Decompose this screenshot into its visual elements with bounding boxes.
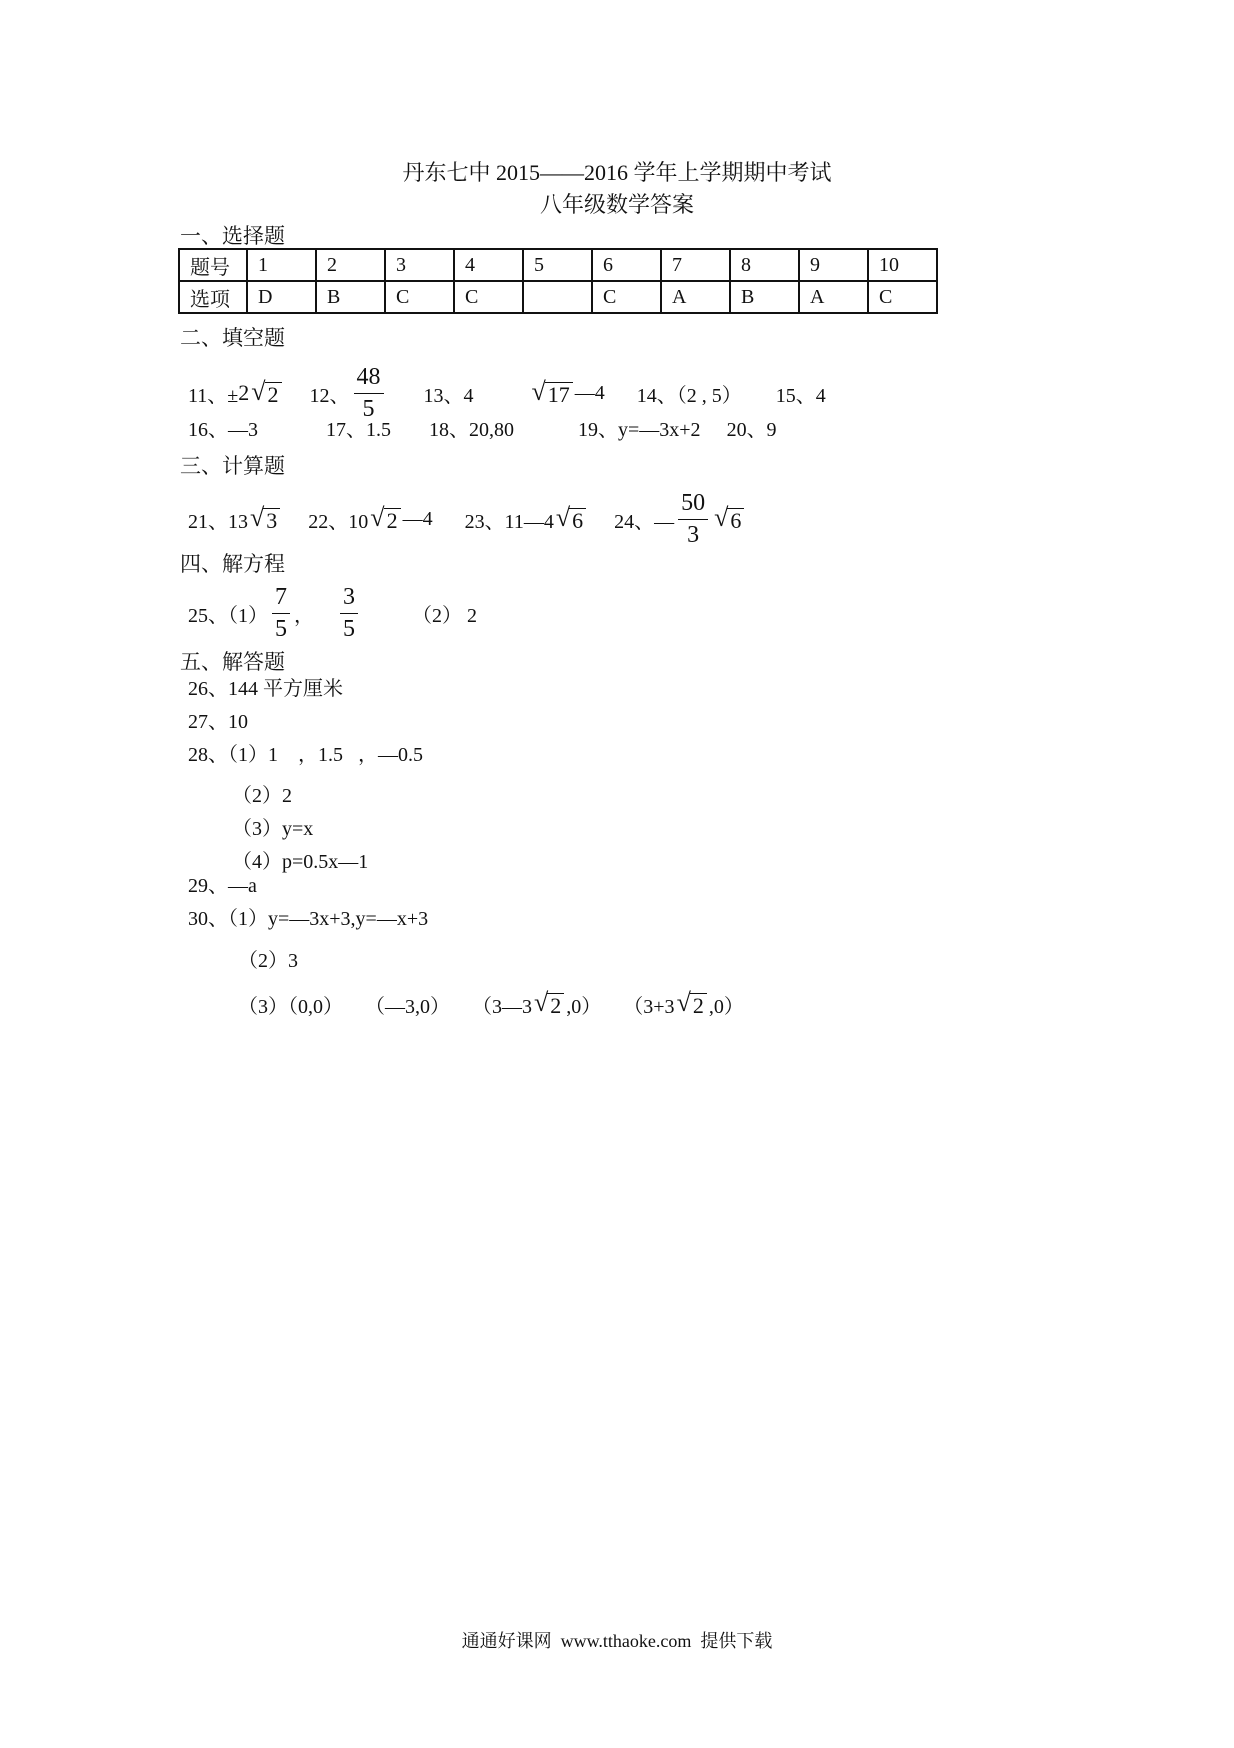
fraction-denominator: 5 bbox=[362, 395, 375, 422]
q30-c-radicand: 2 bbox=[547, 993, 564, 1018]
table-cell: 6 bbox=[592, 249, 661, 281]
equation-line bbox=[188, 576, 477, 650]
table-cell: A bbox=[799, 281, 868, 313]
row-label-number: 题号 bbox=[179, 249, 247, 281]
table-cell: D bbox=[247, 281, 316, 313]
table-row-numbers bbox=[179, 249, 937, 281]
section-calculation: 三、计算题 bbox=[180, 454, 285, 478]
q23-label: 23、11—4 bbox=[464, 510, 554, 533]
section-equations: 四、解方程 bbox=[180, 552, 285, 576]
sqrt-expression: √ 3 bbox=[250, 505, 280, 533]
sqrt-expression: √ 2 bbox=[370, 505, 400, 533]
table-cell: C bbox=[592, 281, 661, 313]
q11-label: 11、± bbox=[188, 384, 239, 407]
sqrt-expression: √ 6 bbox=[714, 505, 744, 533]
q15-answer: 15、4 bbox=[775, 384, 826, 407]
q30-part1: 30、（1）y=—3x+3,y=—x+3 bbox=[188, 907, 429, 930]
table-cell: 9 bbox=[799, 249, 868, 281]
fraction-numerator: 48 bbox=[354, 364, 384, 393]
q22-tail: —4 bbox=[402, 507, 433, 530]
exam-title: 丹东七中 2015——2016 学年上学期期中考试 bbox=[402, 160, 832, 185]
fraction-denominator: 5 bbox=[343, 615, 355, 642]
table-cell: C bbox=[454, 281, 523, 313]
fraction-numerator: 3 bbox=[340, 584, 358, 613]
q19-answer: 19、y=—3x+2 bbox=[578, 418, 701, 441]
table-cell: B bbox=[730, 281, 799, 313]
q30-point-d-pre: （3+3 bbox=[623, 995, 675, 1018]
section-solutions: 五、解答题 bbox=[180, 650, 285, 674]
table-cell: 10 bbox=[868, 249, 937, 281]
row-label-option: 选项 bbox=[179, 281, 247, 313]
section-choice: 一、选择题 bbox=[180, 224, 285, 248]
table-cell: 1 bbox=[247, 249, 316, 281]
q12-label: 12、 bbox=[309, 384, 350, 407]
q23-radicand: 6 bbox=[569, 508, 586, 533]
table-cell: 4 bbox=[454, 249, 523, 281]
table-cell: 2 bbox=[316, 249, 385, 281]
q25-comma: ， bbox=[294, 604, 314, 627]
table-cell: B bbox=[316, 281, 385, 313]
fraction-numerator: 50 bbox=[678, 490, 708, 519]
q22-radicand: 2 bbox=[384, 508, 401, 533]
q25-part2: （2） 2 bbox=[412, 604, 477, 627]
q30-point-a: （3）（0,0） bbox=[238, 995, 343, 1018]
q30-point-d-post: ,0） bbox=[708, 995, 744, 1018]
q30-part3 bbox=[238, 980, 744, 1028]
choice-answer-table bbox=[178, 248, 938, 314]
q22-label: 22、10 bbox=[308, 510, 369, 533]
table-cell: C bbox=[385, 281, 454, 313]
q29-answer: 29、—a bbox=[188, 874, 257, 897]
table-cell: 5 bbox=[523, 249, 592, 281]
q25-fraction-2 bbox=[340, 584, 358, 642]
q26-answer: 26、144 平方厘米 bbox=[188, 677, 343, 700]
q27-answer: 27、10 bbox=[188, 710, 248, 733]
table-row-answers bbox=[179, 281, 937, 313]
table-cell: C bbox=[868, 281, 937, 313]
q17-answer: 17、1.5 bbox=[326, 418, 391, 441]
calc-line bbox=[188, 484, 746, 554]
q30-point-c-post: ,0） bbox=[566, 995, 602, 1018]
q28-part4: （4）p=0.5x—1 bbox=[232, 851, 369, 873]
extra-radicand: 17 bbox=[545, 382, 573, 407]
fill-line-2 bbox=[188, 404, 777, 450]
q24-label: 24、— bbox=[614, 510, 675, 533]
q30-d-radicand: 2 bbox=[690, 993, 707, 1018]
sqrt-expression: √ 2 bbox=[534, 990, 564, 1018]
fraction-denominator: 3 bbox=[687, 521, 700, 548]
q28-part1: 28、（1）1 ，1.5 ，—0.5 bbox=[188, 743, 423, 766]
q20-answer: 20、9 bbox=[726, 418, 777, 441]
q30-part2: （2）3 bbox=[238, 950, 298, 972]
q14-answer: 14、（2 , 5） bbox=[636, 384, 742, 407]
table-cell: 8 bbox=[730, 249, 799, 281]
table-cell bbox=[523, 281, 592, 313]
q28-part3: （3）y=x bbox=[232, 818, 314, 840]
q11-radicand: 2 bbox=[265, 382, 282, 407]
q24-fraction bbox=[678, 490, 708, 548]
q11-coef: 2 bbox=[238, 380, 250, 405]
table-cell: 7 bbox=[661, 249, 730, 281]
fraction-denominator: 5 bbox=[275, 615, 287, 642]
sqrt-expression: √ 17 bbox=[532, 379, 573, 407]
q21-label: 21、13 bbox=[188, 510, 248, 533]
footer-source: 通通好课网 www.tthaoke.com 提供下载 bbox=[461, 1631, 773, 1651]
q30-point-b: （—3,0） bbox=[365, 995, 450, 1018]
q30-point-c-pre: （3—3 bbox=[472, 995, 532, 1018]
sqrt-expression: √ 2 bbox=[677, 990, 707, 1018]
q25-label: 25、（1） bbox=[188, 604, 268, 627]
q13-answer: 13、4 bbox=[423, 384, 474, 407]
q25-fraction-1 bbox=[272, 584, 290, 642]
q21-radicand: 3 bbox=[263, 508, 280, 533]
q28-part2: （2）2 bbox=[232, 785, 292, 807]
table-cell: 3 bbox=[385, 249, 454, 281]
answer-subtitle: 八年级数学答案 bbox=[539, 192, 694, 217]
sqrt-expression: √ 6 bbox=[556, 505, 586, 533]
q18-answer: 18、20,80 bbox=[429, 418, 514, 441]
q24-radicand: 6 bbox=[727, 508, 744, 533]
sqrt-expression: √ 2 bbox=[251, 379, 281, 407]
fraction-numerator: 7 bbox=[272, 584, 290, 613]
table-cell: A bbox=[661, 281, 730, 313]
section-fill-blank: 二、填空题 bbox=[180, 326, 285, 350]
extra-tail: —4 bbox=[574, 381, 605, 404]
q16-answer: 16、—3 bbox=[188, 418, 258, 441]
